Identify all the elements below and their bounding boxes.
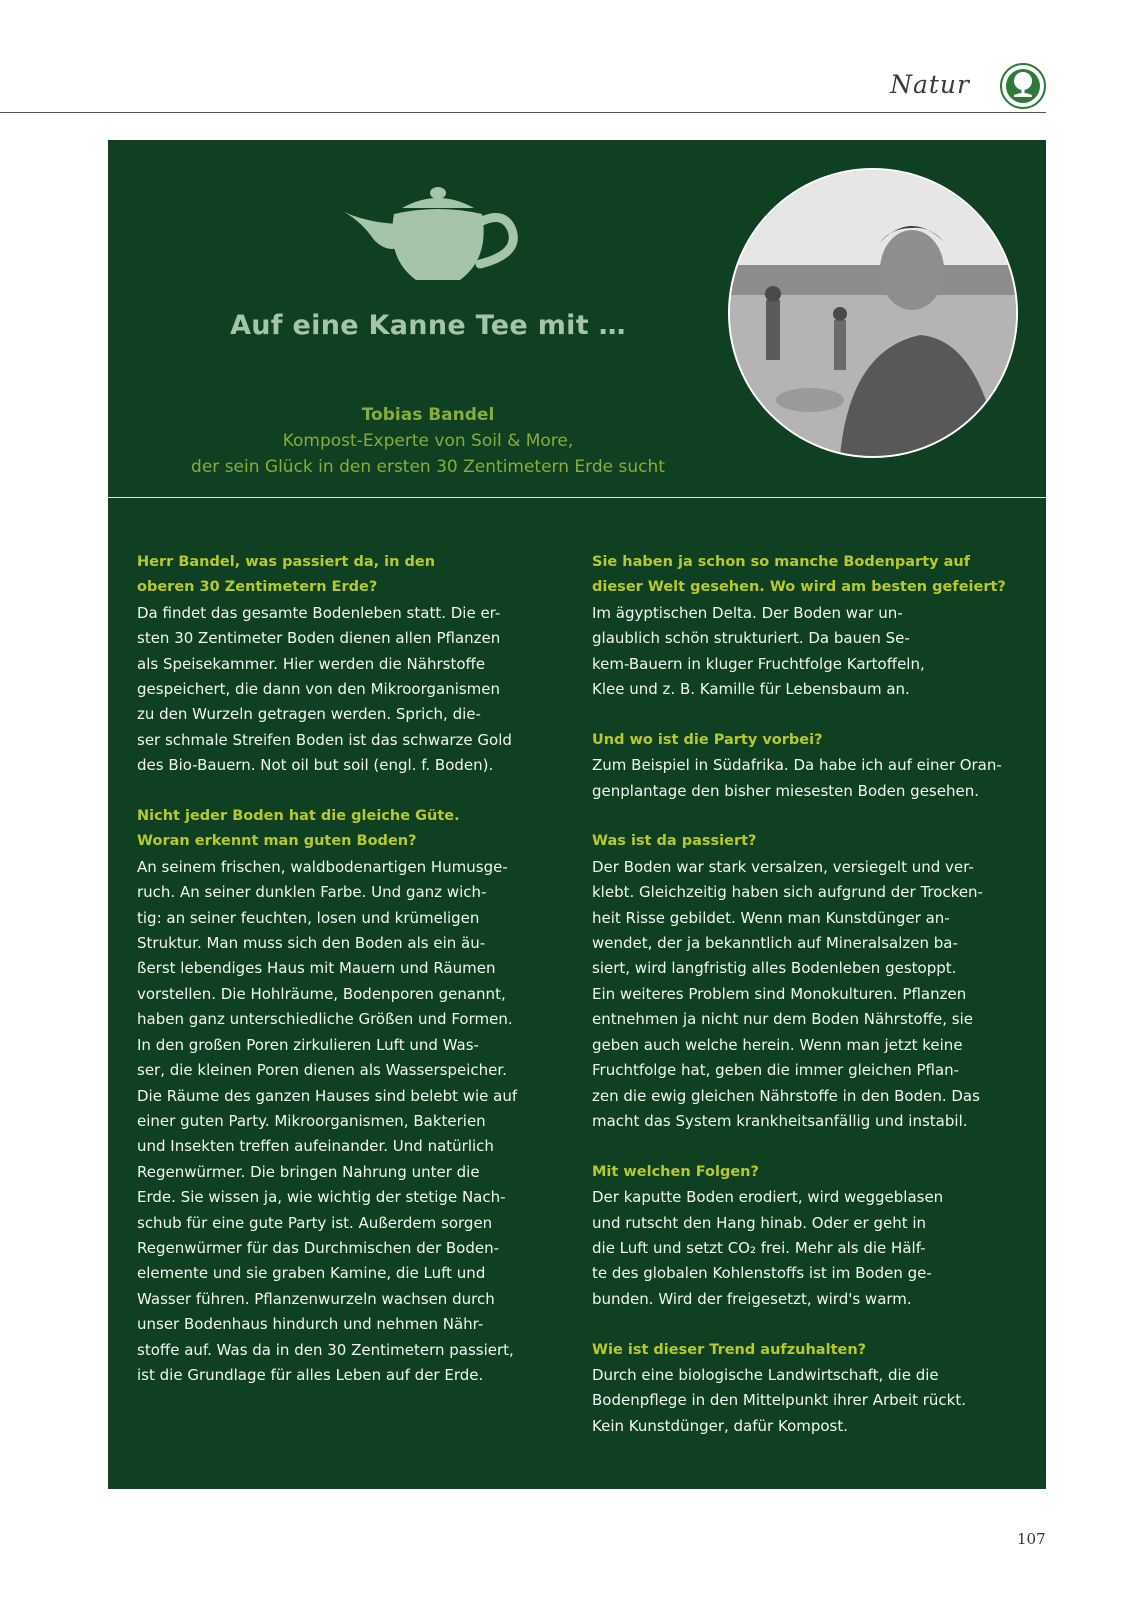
panel-divider [108, 497, 1046, 498]
qa-block [592, 829, 1022, 1134]
left-column [137, 550, 547, 1414]
qa-block [137, 804, 547, 1388]
question: Was ist da passiert? [592, 833, 757, 850]
answer: Zum Beispiel in Südafrika. Da habe ich auf einer Oran- genplantage den bisher miesesten Boden gesehen. [592, 756, 1002, 800]
question: Herr Bandel, was passiert da, in den oberen 30 Zentimetern Erde? [137, 554, 436, 596]
answer: Da findet das gesamte Bodenleben statt. Die er- sten 30 Zentimeter Boden dienen allen Pflanzen als Speisekammer. Hier werden die Nährstoffe gespeichert, die dann von den Mikroorganismen zu den Wurzeln getragen werden. Sprich, die- ser schmale Streifen Boden ist das schwarze Gold des Bio-Bauern. Not oil but soil (engl. f. Boden). [137, 603, 512, 775]
byline [108, 402, 748, 480]
section-title: Natur [890, 70, 970, 99]
qa-block [592, 550, 1022, 702]
right-column [592, 550, 1022, 1465]
answer: Der kaputte Boden erodiert, wird weggeblasen und rutscht den Hang hinab. Oder er geht in die Luft und setzt CO₂ frei. Mehr als die Hälf- te des globalen Kohlenstoffs ist im Boden ge- bunden. Wird der freigesetzt, wird's warm. [592, 1188, 944, 1308]
lebensbaum-logo-icon [1000, 63, 1046, 109]
interview-panel [108, 140, 1046, 1489]
person-name: Tobias Bandel [361, 405, 495, 425]
portrait-photo [728, 168, 1018, 458]
person-role: Kompost-Experte von Soil & More, [282, 431, 574, 451]
qa-block [592, 1160, 1022, 1312]
qa-block [592, 1338, 1022, 1440]
answer: Im ägyptischen Delta. Der Boden war un- glaublich schön strukturiert. Da bauen Se- kem-Bauern in kluger Fruchtfolge Kartoffeln, Klee und z. B. Kamille für Lebensbaum an. [592, 603, 925, 699]
header-rule [0, 112, 1046, 113]
answer: An seinem frischen, waldbodenartigen Humusge- ruch. An seiner dunklen Farbe. Und ganz wich- tig: an seiner feuchten, losen und krümeligen Struktur. Man muss sich den Boden als ein äu- ßerst lebendiges Haus mit Mauern und Räumen vorstellen. Die Hohlräume, Bodenporen genannt, haben ganz unterschiedliche Größen und Formen. In den großen Poren zirkulieren Luft und Was- ser, die kleinen Poren dienen als Wasserspeicher. Die Räume des ganzen Hauses sind belebt wie auf einer guten Party. Mikroorganismen, Bakterien und Insekten treffen aufeinander. Und natürlich Regenwürmer. Die bringen Nahrung unter die Erde. Sie wissen ja, wie wichtig der stetige Nach- schub für eine gute Party ist. Außerdem sorgen Regenwürmer für das Durchmischen der Boden- elemente und sie graben Kamine, die Luft und Wasser führen. Pflanzenwurzeln wachsen durch unser Bodenhaus hindurch und nehmen Nähr- stoffe auf. Was da in den 30 Zentimetern passiert, ist die Grundlage für alles Leben auf der Erde. [137, 857, 518, 1384]
question: Und wo ist die Party vorbei? [592, 731, 823, 748]
page-number: 107 [1017, 1530, 1046, 1548]
qa-block [137, 550, 547, 779]
question: Mit welchen Folgen? [592, 1163, 759, 1180]
qa-block [592, 728, 1022, 804]
answer: Der Boden war stark versalzen, versiegelt und ver- klebt. Gleichzeitig haben sich aufgrund der Trocken- heit Risse gebildet. Wenn man Kunstdünger an- wendet, der ja bekanntlich auf Mineralsalzen ba- siert, wird langfristig alles Bodenleben gestoppt. Ein weiteres Problem sind Monokulturen. Pflanzen entnehmen ja nicht nur dem Boden Nährstoffe, sie geben auch welche herein. Wenn man jetzt keine Fruchtfolge hat, geben die immer gleichen Pflan- zen die ewig gleichen Nährstoffe in den Boden. Das macht das System krankheitsanfällig und instabil. [592, 857, 983, 1130]
headline: Auf eine Kanne Tee mit … [230, 310, 626, 341]
question: Sie haben ja schon so manche Bodenparty auf dieser Welt gesehen. Wo wird am besten gefeiert? [592, 554, 1006, 596]
question: Nicht jeder Boden hat die gleiche Güte. Woran erkennt man guten Boden? [137, 808, 460, 850]
person-tagline: der sein Glück in den ersten 30 Zentimetern Erde sucht [191, 457, 665, 477]
answer: Durch eine biologische Landwirtschaft, die die Bodenpflege in den Mittelpunkt ihrer Arbeit rückt. Kein Kunstdünger, dafür Kompost. [592, 1365, 966, 1435]
question: Wie ist dieser Trend aufzuhalten? [592, 1341, 867, 1358]
teapot-icon [344, 178, 522, 284]
